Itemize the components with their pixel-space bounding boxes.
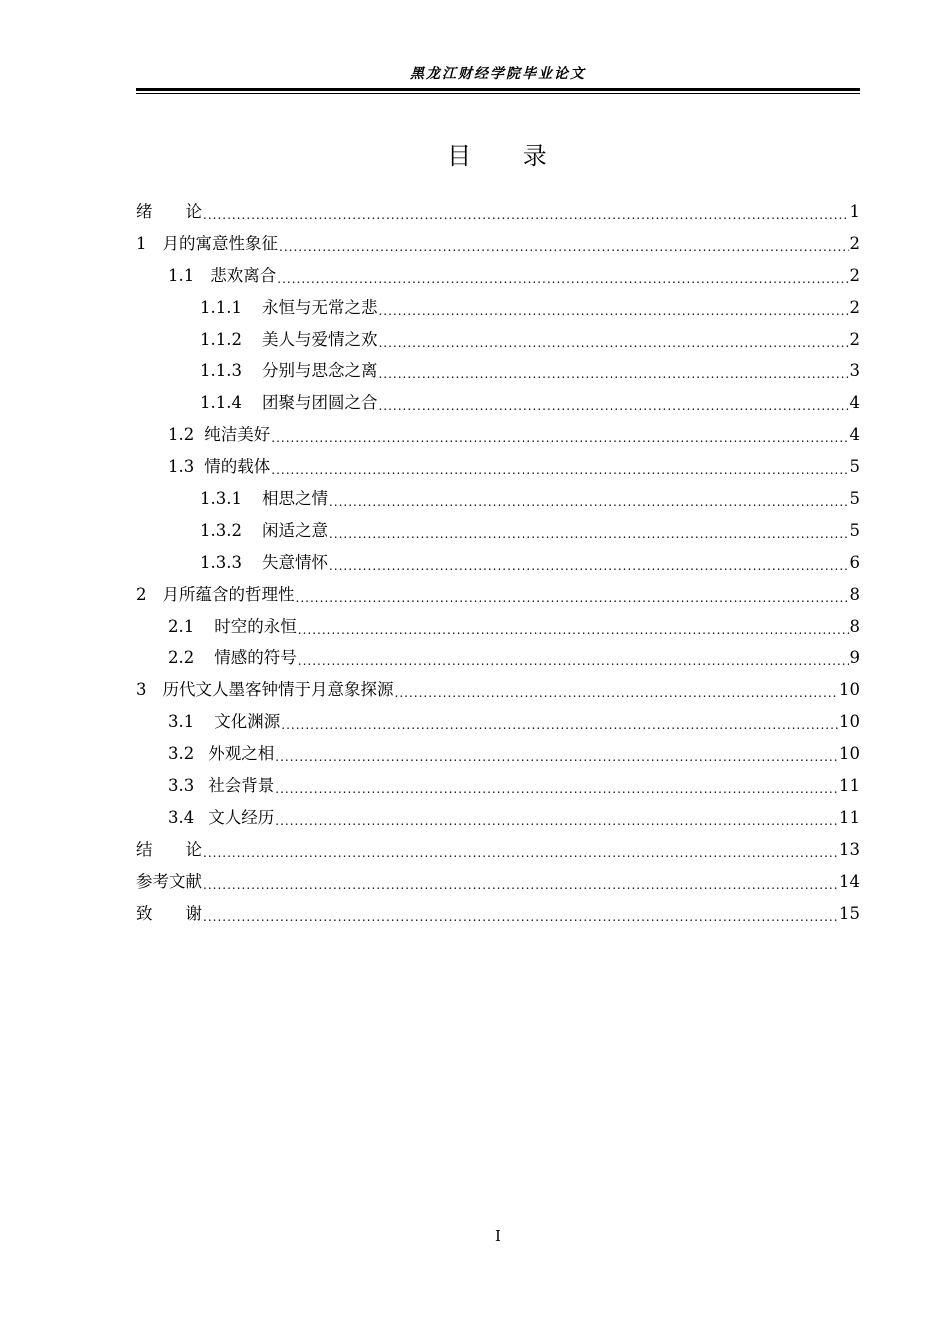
toc-entry-number: 2 <box>136 584 147 604</box>
toc-leader <box>329 556 849 576</box>
toc-entry-page: 3 <box>849 361 860 381</box>
toc-entry-page: 2 <box>849 233 860 253</box>
toc-entry-text: 失意情怀 <box>261 552 328 572</box>
toc-leader <box>378 396 848 416</box>
toc-entry-number: 3.1 <box>168 712 195 732</box>
toc-leader <box>281 715 838 735</box>
toc-leader <box>277 269 848 289</box>
toc-entry-page: 11 <box>839 807 860 827</box>
toc-entry[interactable] <box>136 579 860 611</box>
toc-entry-page: 10 <box>839 680 860 700</box>
toc-entry-number: 1.1.4 <box>200 393 242 413</box>
toc-entry-page: 8 <box>849 616 860 636</box>
toc-entry-text: 相思之情 <box>261 488 328 508</box>
toc-leader <box>329 524 849 544</box>
header-rule-thin <box>136 93 860 94</box>
toc-entry-text: 社会背景 <box>208 775 275 795</box>
toc-entry-page: 8 <box>849 584 860 604</box>
toc-entry-page: 6 <box>849 552 860 572</box>
toc-entry-text: 外观之相 <box>208 744 275 764</box>
toc-leader <box>378 364 848 384</box>
toc-entry-text: 月所蕴含的哲理性 <box>162 584 295 604</box>
toc-entry[interactable] <box>136 387 860 419</box>
toc-entry-number: 1.3.1 <box>200 488 242 508</box>
toc-entry-number: 1.3.3 <box>200 552 242 572</box>
toc-entry-text: 致 谢 <box>136 903 202 923</box>
toc-entry-text: 永恒与无常之悲 <box>261 297 378 317</box>
toc-entry[interactable] <box>136 451 860 483</box>
toc-leader <box>298 651 849 671</box>
toc-entry[interactable] <box>136 228 860 260</box>
toc-entry-text: 情感的符号 <box>214 648 297 668</box>
toc-entry-number: 3.3 <box>168 775 195 795</box>
toc-entry-page: 13 <box>839 839 860 859</box>
toc-leader <box>378 301 848 321</box>
toc-entry-number: 3 <box>136 680 147 700</box>
toc-entry[interactable] <box>136 674 860 706</box>
toc-entry-page: 5 <box>849 457 860 477</box>
toc-leader <box>296 588 849 608</box>
toc-entry-text: 参考文献 <box>136 871 202 891</box>
toc-entry-page: 9 <box>849 648 860 668</box>
toc-leader <box>378 333 848 353</box>
toc-leader <box>279 237 849 257</box>
toc-entry-page: 2 <box>849 297 860 317</box>
toc-entry-page: 4 <box>849 393 860 413</box>
toc-entry-text: 纯洁美好 <box>204 425 271 445</box>
toc-leader <box>275 779 838 799</box>
header-rule-thick <box>136 88 860 91</box>
toc-entry-text: 月的寓意性象征 <box>162 233 278 253</box>
toc-leader <box>298 620 849 640</box>
toc-entry[interactable] <box>136 547 860 579</box>
toc-leader <box>203 843 838 863</box>
toc-entry[interactable] <box>136 866 860 898</box>
toc-entry-page: 11 <box>839 775 860 795</box>
toc-entry-text: 历代文人墨客钟情于月意象探源 <box>162 680 394 700</box>
toc-entry-text: 团聚与团圆之合 <box>261 393 378 413</box>
toc-entry[interactable] <box>136 483 860 515</box>
toc-entry-page: 1 <box>849 201 860 221</box>
toc-entry[interactable] <box>136 898 860 930</box>
toc-title: 目 录 <box>447 142 549 170</box>
toc-entry-page: 15 <box>839 903 860 923</box>
toc-entry-text: 时空的永恒 <box>214 616 297 636</box>
toc-entry-number: 1.1.1 <box>200 297 242 317</box>
toc-entry-text: 悲欢离合 <box>210 265 277 285</box>
toc-entry[interactable] <box>136 260 860 292</box>
toc-entry-page: 4 <box>849 425 860 445</box>
toc-entry-text: 文化渊源 <box>214 712 281 732</box>
toc-entry-page: 5 <box>849 520 860 540</box>
toc-entry[interactable] <box>136 196 860 228</box>
toc-entry[interactable] <box>136 770 860 802</box>
toc-entry-text: 情的载体 <box>204 457 271 477</box>
toc-leader <box>203 875 838 895</box>
toc-entry-number: 1.1.3 <box>200 361 242 381</box>
toc-leader <box>203 205 849 225</box>
toc-entry[interactable] <box>136 706 860 738</box>
toc-entry-number: 1.3 <box>168 457 195 477</box>
toc-entry-number: 2.2 <box>168 648 195 668</box>
toc-entry-page: 2 <box>849 265 860 285</box>
toc-leader <box>395 683 839 703</box>
toc-entry-text: 闲适之意 <box>261 520 328 540</box>
toc-leader <box>271 460 848 480</box>
toc-entry-text: 结 论 <box>136 839 202 859</box>
toc-entry-number: 1.3.2 <box>200 520 242 540</box>
toc-entry[interactable] <box>136 419 860 451</box>
toc-entry[interactable] <box>136 324 860 356</box>
toc-entry-page: 14 <box>839 871 860 891</box>
toc-entry-number: 1.1.2 <box>200 329 242 349</box>
toc-entry[interactable] <box>136 292 860 324</box>
toc-entry[interactable] <box>136 802 860 834</box>
toc-entry-text: 分别与思念之离 <box>261 361 378 381</box>
toc-entry[interactable] <box>136 611 860 643</box>
toc-entry-text: 美人与爱情之欢 <box>261 329 378 349</box>
toc-leader <box>329 492 849 512</box>
toc-entry[interactable] <box>136 738 860 770</box>
toc-entry-page: 10 <box>839 744 860 764</box>
toc-entry[interactable] <box>136 515 860 547</box>
page-number: I <box>495 1227 501 1245</box>
toc-entry-number: 1.2 <box>168 425 195 445</box>
toc-entry-number: 3.2 <box>168 744 195 764</box>
toc-entry-text: 文人经历 <box>208 807 275 827</box>
toc-entry[interactable] <box>136 355 860 387</box>
toc-entry-number: 2.1 <box>168 616 195 636</box>
toc-leader <box>275 747 838 767</box>
toc-entry[interactable] <box>136 642 860 674</box>
toc-list <box>136 196 860 929</box>
page-header-title: 黑龙江财经学院毕业论文 <box>410 66 586 82</box>
toc-entry-number: 3.4 <box>168 807 195 827</box>
toc-entry-page: 5 <box>849 488 860 508</box>
toc-entry-page: 10 <box>839 712 860 732</box>
toc-entry-number: 1 <box>136 233 147 253</box>
toc-leader <box>275 811 838 831</box>
toc-leader <box>203 907 838 927</box>
toc-entry-number: 1.1 <box>168 265 195 285</box>
toc-entry-text: 绪 论 <box>136 201 202 221</box>
toc-leader <box>271 428 848 448</box>
toc-entry[interactable] <box>136 834 860 866</box>
toc-entry-page: 2 <box>849 329 860 349</box>
